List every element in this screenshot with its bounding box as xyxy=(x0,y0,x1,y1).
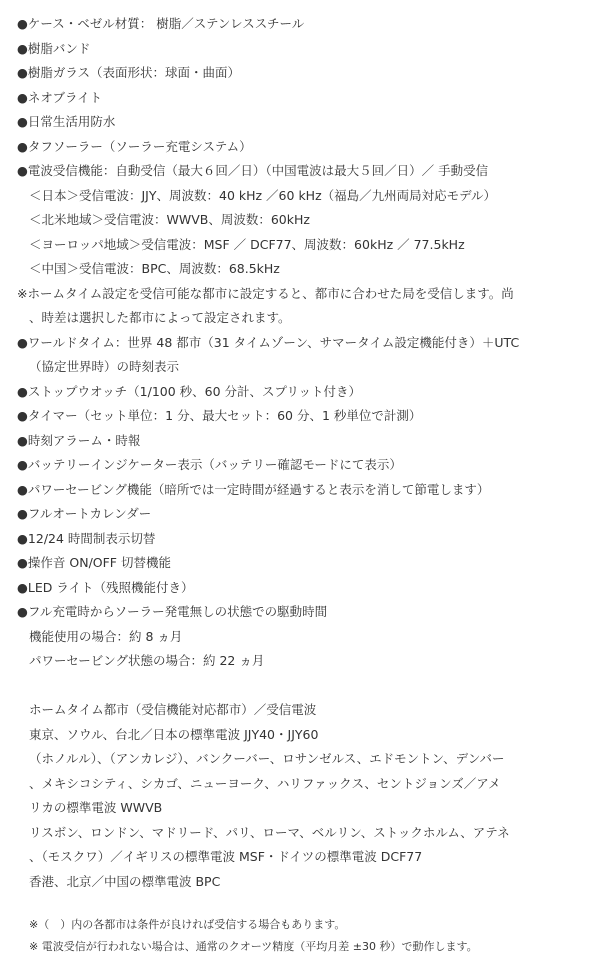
spec-line: ●LED ライト（残照機能付き） xyxy=(17,579,194,595)
spec-line: ●樹脂ガラス（表面形状：球面・曲面） xyxy=(17,65,241,80)
spec-line: （協定世界時）の時刻表示 xyxy=(29,359,180,374)
city-line: 香港、北京／中国の標準電波 BPC xyxy=(29,873,221,889)
city-list-heading: ホームタイム都市（受信機能対応都市）／受信電波 xyxy=(29,702,317,717)
spec-line: ●12/24 時間制表示切替 xyxy=(17,530,156,546)
spec-line: ●日常生活用防水 xyxy=(17,114,116,129)
spec-line: ●樹脂バンド xyxy=(17,40,91,56)
spec-line: ●タフソーラー（ソーラー充電システム） xyxy=(17,138,252,154)
spec-line: ●タイマー（セット単位：1 分、最大セット：60 分、1 秒単位で計測） xyxy=(17,408,422,423)
spec-line: パワーセービング状態の場合：約 22 ヵ月 xyxy=(29,653,265,668)
spec-line: ●操作音 ON/OFF 切替機能 xyxy=(17,555,171,570)
footnotes xyxy=(17,914,600,958)
spec-line: ※ホームタイム設定を受信可能な都市に設定すると、都市に合わせた局を受信します。尚 xyxy=(17,285,514,301)
spec-line: ●フルオートカレンダー xyxy=(17,506,152,521)
spec-line: ＜日本＞受信電波：JJY、周波数：40 kHz ／60 kHz（福島／九州両局対応モデル） xyxy=(29,187,497,203)
spec-line: ●バッテリーインジケーター表示（バッテリー確認モードにて表示） xyxy=(17,457,402,472)
city-line: （ホノルル）、（アンカレジ）、バンクーバー、ロサンゼルス、エドモントン、デンバー xyxy=(29,751,505,766)
spec-line: ●ケース・ベゼル材質： 樹脂／ステンレススチール xyxy=(17,16,305,31)
spec-line: ●ストップウオッチ（1/100 秒、60 分計、スプリット付き） xyxy=(17,383,362,399)
spec-line: ●電波受信機能：自動受信（最大６回／日）（中国電波は最大５回／日）／ 手動受信 xyxy=(17,163,489,178)
spec-line: ●ネオブライト xyxy=(17,89,103,105)
spec-line: 、時差は選択した都市によって設定されます。 xyxy=(29,310,291,325)
city-line: リカの標準電波 WWVB xyxy=(29,800,163,815)
spec-line: 機能使用の場合：約 8 ヵ月 xyxy=(29,628,183,644)
spec-line: ●フル充電時からソーラー発電無しの状態での駆動時間 xyxy=(17,604,328,619)
footnote: ※（ ）内の各都市は条件が良ければ受信する場合もあります。 xyxy=(29,918,346,931)
spec-list xyxy=(17,12,600,674)
spec-line: ＜北米地域＞受信電波：WWVB、周波数：60kHz xyxy=(29,212,310,227)
footnote: ※ 電波受信が行われない場合は、通常のクオーツ精度（平均月差 ±30 秒）で動作します。 xyxy=(29,940,478,953)
spec-line: ＜中国＞受信電波：BPC、周波数：68.5kHz xyxy=(29,261,280,276)
city-line: 、（モスクワ）／イギリスの標準電波 MSF・ドイツの標準電波 DCF77 xyxy=(29,849,423,864)
spec-line: ●ワールドタイム：世界 48 都市（31 タイムゾーン、サマータイム設定機能付き）＋UTC xyxy=(17,334,520,350)
spacer xyxy=(17,894,600,914)
home-time-city-list xyxy=(17,698,600,894)
city-line: リスボン、ロンドン、マドリード、パリ、ローマ、ベルリン、ストックホルム、アテネ xyxy=(29,824,510,840)
spec-line: ●パワーセービング機能（暗所では一定時間が経過すると表示を消して節電します） xyxy=(17,481,490,497)
city-line: 、メキシコシティ、シカゴ、ニューヨーク、ハリファックス、セントジョンズ／アメ xyxy=(29,775,501,791)
spacer xyxy=(17,674,600,699)
spec-line: ●時刻アラーム・時報 xyxy=(17,432,141,448)
spec-line: ＜ヨーロッパ地域＞受信電波：MSF ／ DCF77、周波数：60kHz ／ 77.5kHz xyxy=(29,236,465,252)
city-line: 東京、ソウル、台北／日本の標準電波 JJY40・JJY60 xyxy=(29,726,319,742)
